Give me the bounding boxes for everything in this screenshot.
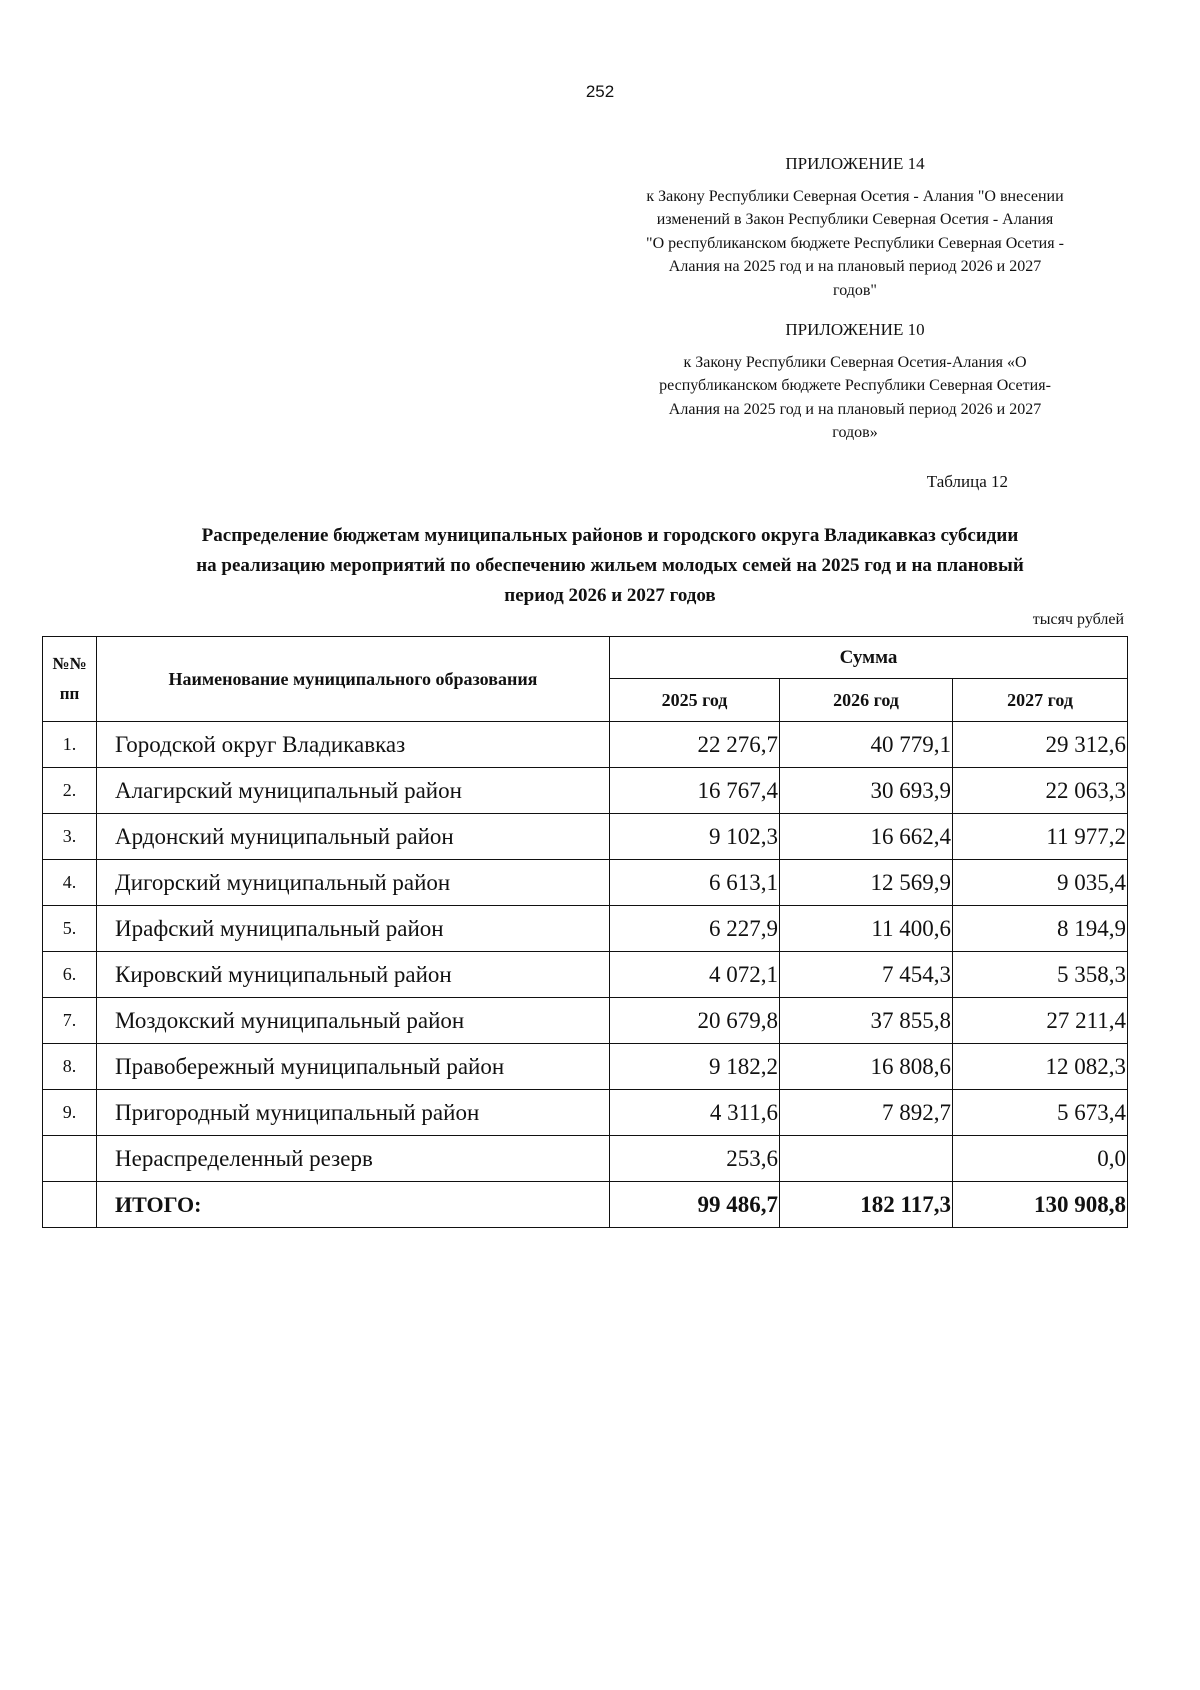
total-value-2025: 99 486,7 (610, 1182, 780, 1228)
header-sum-cell: Сумма (610, 637, 1128, 679)
row-number: 9. (43, 1090, 97, 1136)
row-value-2025: 16 767,4 (610, 768, 780, 814)
title-line: период 2026 и 2027 годов (504, 585, 716, 606)
row-value-2027: 11 977,2 (953, 814, 1128, 860)
table-row (43, 860, 1128, 906)
appendix-10-line: к Закону Республики Северная Осетия-Алания «О (683, 353, 1027, 371)
row-number: 4. (43, 860, 97, 906)
table-row-total (43, 1182, 1128, 1228)
row-value-2027: 5 358,3 (953, 952, 1128, 998)
table-row (43, 906, 1128, 952)
row-value-2027: 27 211,4 (953, 998, 1128, 1044)
header-number-label: №№ (52, 654, 87, 673)
row-number: 7. (43, 998, 97, 1044)
total-value-2027: 130 908,8 (953, 1182, 1128, 1228)
row-value-2026: 12 569,9 (780, 860, 953, 906)
table-label: Таблица 12 (926, 472, 1008, 491)
total-label: ИТОГО: (97, 1182, 610, 1228)
row-name: Правобережный муниципальный район (97, 1044, 610, 1090)
row-name: Городской округ Владикавказ (97, 722, 610, 768)
row-value-2026: 11 400,6 (780, 906, 953, 952)
appendix-14-line: Алания на 2025 год и на плановый период 2026 и 2027 (668, 258, 1042, 275)
subsidy-table (42, 636, 1128, 1228)
document-title (80, 521, 1140, 611)
table-row (43, 722, 1128, 768)
table-row-reserve (43, 1136, 1128, 1182)
row-value-2027: 12 082,3 (953, 1044, 1128, 1090)
appendix-14-line: изменений в Закон Республики Северная Осетия - Алания (656, 211, 1054, 228)
row-value-2026: 30 693,9 (780, 768, 953, 814)
appendix-14-title: ПРИЛОЖЕНИЕ 14 (785, 154, 925, 173)
header-year-2027: 2027 год (953, 679, 1128, 722)
row-value-2027: 0,0 (953, 1136, 1128, 1182)
row-value-2025: 20 679,8 (610, 998, 780, 1044)
title-line: Распределение бюджетам муниципальных районов и городского округа Владикавказ субсидии (201, 525, 1019, 546)
row-number: 5. (43, 906, 97, 952)
header-number-sub: пп (59, 684, 80, 703)
row-value-2026: 7 454,3 (780, 952, 953, 998)
row-value-2026: 40 779,1 (780, 722, 953, 768)
row-number: 2. (43, 768, 97, 814)
row-value-2026: 7 892,7 (780, 1090, 953, 1136)
row-value-2025: 6 227,9 (610, 906, 780, 952)
row-value-2025: 22 276,7 (610, 722, 780, 768)
header-year-2026: 2026 год (780, 679, 953, 722)
appendix-14-line: годов" (833, 281, 877, 299)
row-value-2025: 9 182,2 (610, 1044, 780, 1090)
appendix-14-line: "О республиканском бюджете Республики Северная Осетия - (646, 234, 1064, 252)
row-value-2027: 9 035,4 (953, 860, 1128, 906)
appendix-10-block (610, 318, 1100, 445)
row-value-2025: 9 102,3 (610, 814, 780, 860)
header-row (43, 637, 1128, 679)
appendix-14-block (610, 152, 1100, 302)
row-name: Кировский муниципальный район (97, 952, 610, 998)
appendix-10-line: годов» (832, 424, 878, 441)
total-value-2026: 182 117,3 (780, 1182, 953, 1228)
row-name: Моздокский муниципальный район (97, 998, 610, 1044)
table-row (43, 1044, 1128, 1090)
row-value-2025: 4 072,1 (610, 952, 780, 998)
header-number-cell (43, 637, 97, 722)
row-name: Алагирский муниципальный район (97, 768, 610, 814)
row-number: 6. (43, 952, 97, 998)
total-number-cell (43, 1182, 97, 1228)
header-year-2025: 2025 год (610, 679, 780, 722)
row-name: Дигорский муниципальный район (97, 860, 610, 906)
units-label: тысяч рублей (1032, 611, 1124, 628)
row-number: 8. (43, 1044, 97, 1090)
page-number: 252 (585, 82, 615, 101)
table-row (43, 814, 1128, 860)
table-row (43, 998, 1128, 1044)
row-number (43, 1136, 97, 1182)
row-number: 3. (43, 814, 97, 860)
table-row (43, 1090, 1128, 1136)
row-name: Нераспределенный резерв (97, 1136, 610, 1182)
row-value-2025: 6 613,1 (610, 860, 780, 906)
row-value-2027: 5 673,4 (953, 1090, 1128, 1136)
row-value-2025: 253,6 (610, 1136, 780, 1182)
row-value-2026 (780, 1136, 953, 1182)
row-value-2025: 4 311,6 (610, 1090, 780, 1136)
appendix-14-line: к Закону Республики Северная Осетия - Алания "О внесении (646, 187, 1064, 205)
row-value-2027: 29 312,6 (953, 722, 1128, 768)
row-value-2026: 16 662,4 (780, 814, 953, 860)
table-row (43, 768, 1128, 814)
row-value-2026: 16 808,6 (780, 1044, 953, 1090)
appendix-10-title: ПРИЛОЖЕНИЕ 10 (785, 320, 925, 339)
row-value-2026: 37 855,8 (780, 998, 953, 1044)
row-value-2027: 8 194,9 (953, 906, 1128, 952)
table-row (43, 952, 1128, 998)
header-name-cell: Наименование муниципального образования (97, 637, 610, 722)
appendix-10-line: Алания на 2025 год и на плановый период 2026 и 2027 (668, 400, 1042, 418)
row-number: 1. (43, 722, 97, 768)
row-name: Пригородный муниципальный район (97, 1090, 610, 1136)
row-name: Ирафский муниципальный район (97, 906, 610, 952)
appendix-10-line: республиканском бюджете Республики Северная Осетия- (659, 377, 1051, 394)
title-line: на реализацию мероприятий по обеспечению жильем молодых семей на 2025 год и на плановый (196, 555, 1024, 576)
row-name: Ардонский муниципальный район (97, 814, 610, 860)
row-value-2027: 22 063,3 (953, 768, 1128, 814)
